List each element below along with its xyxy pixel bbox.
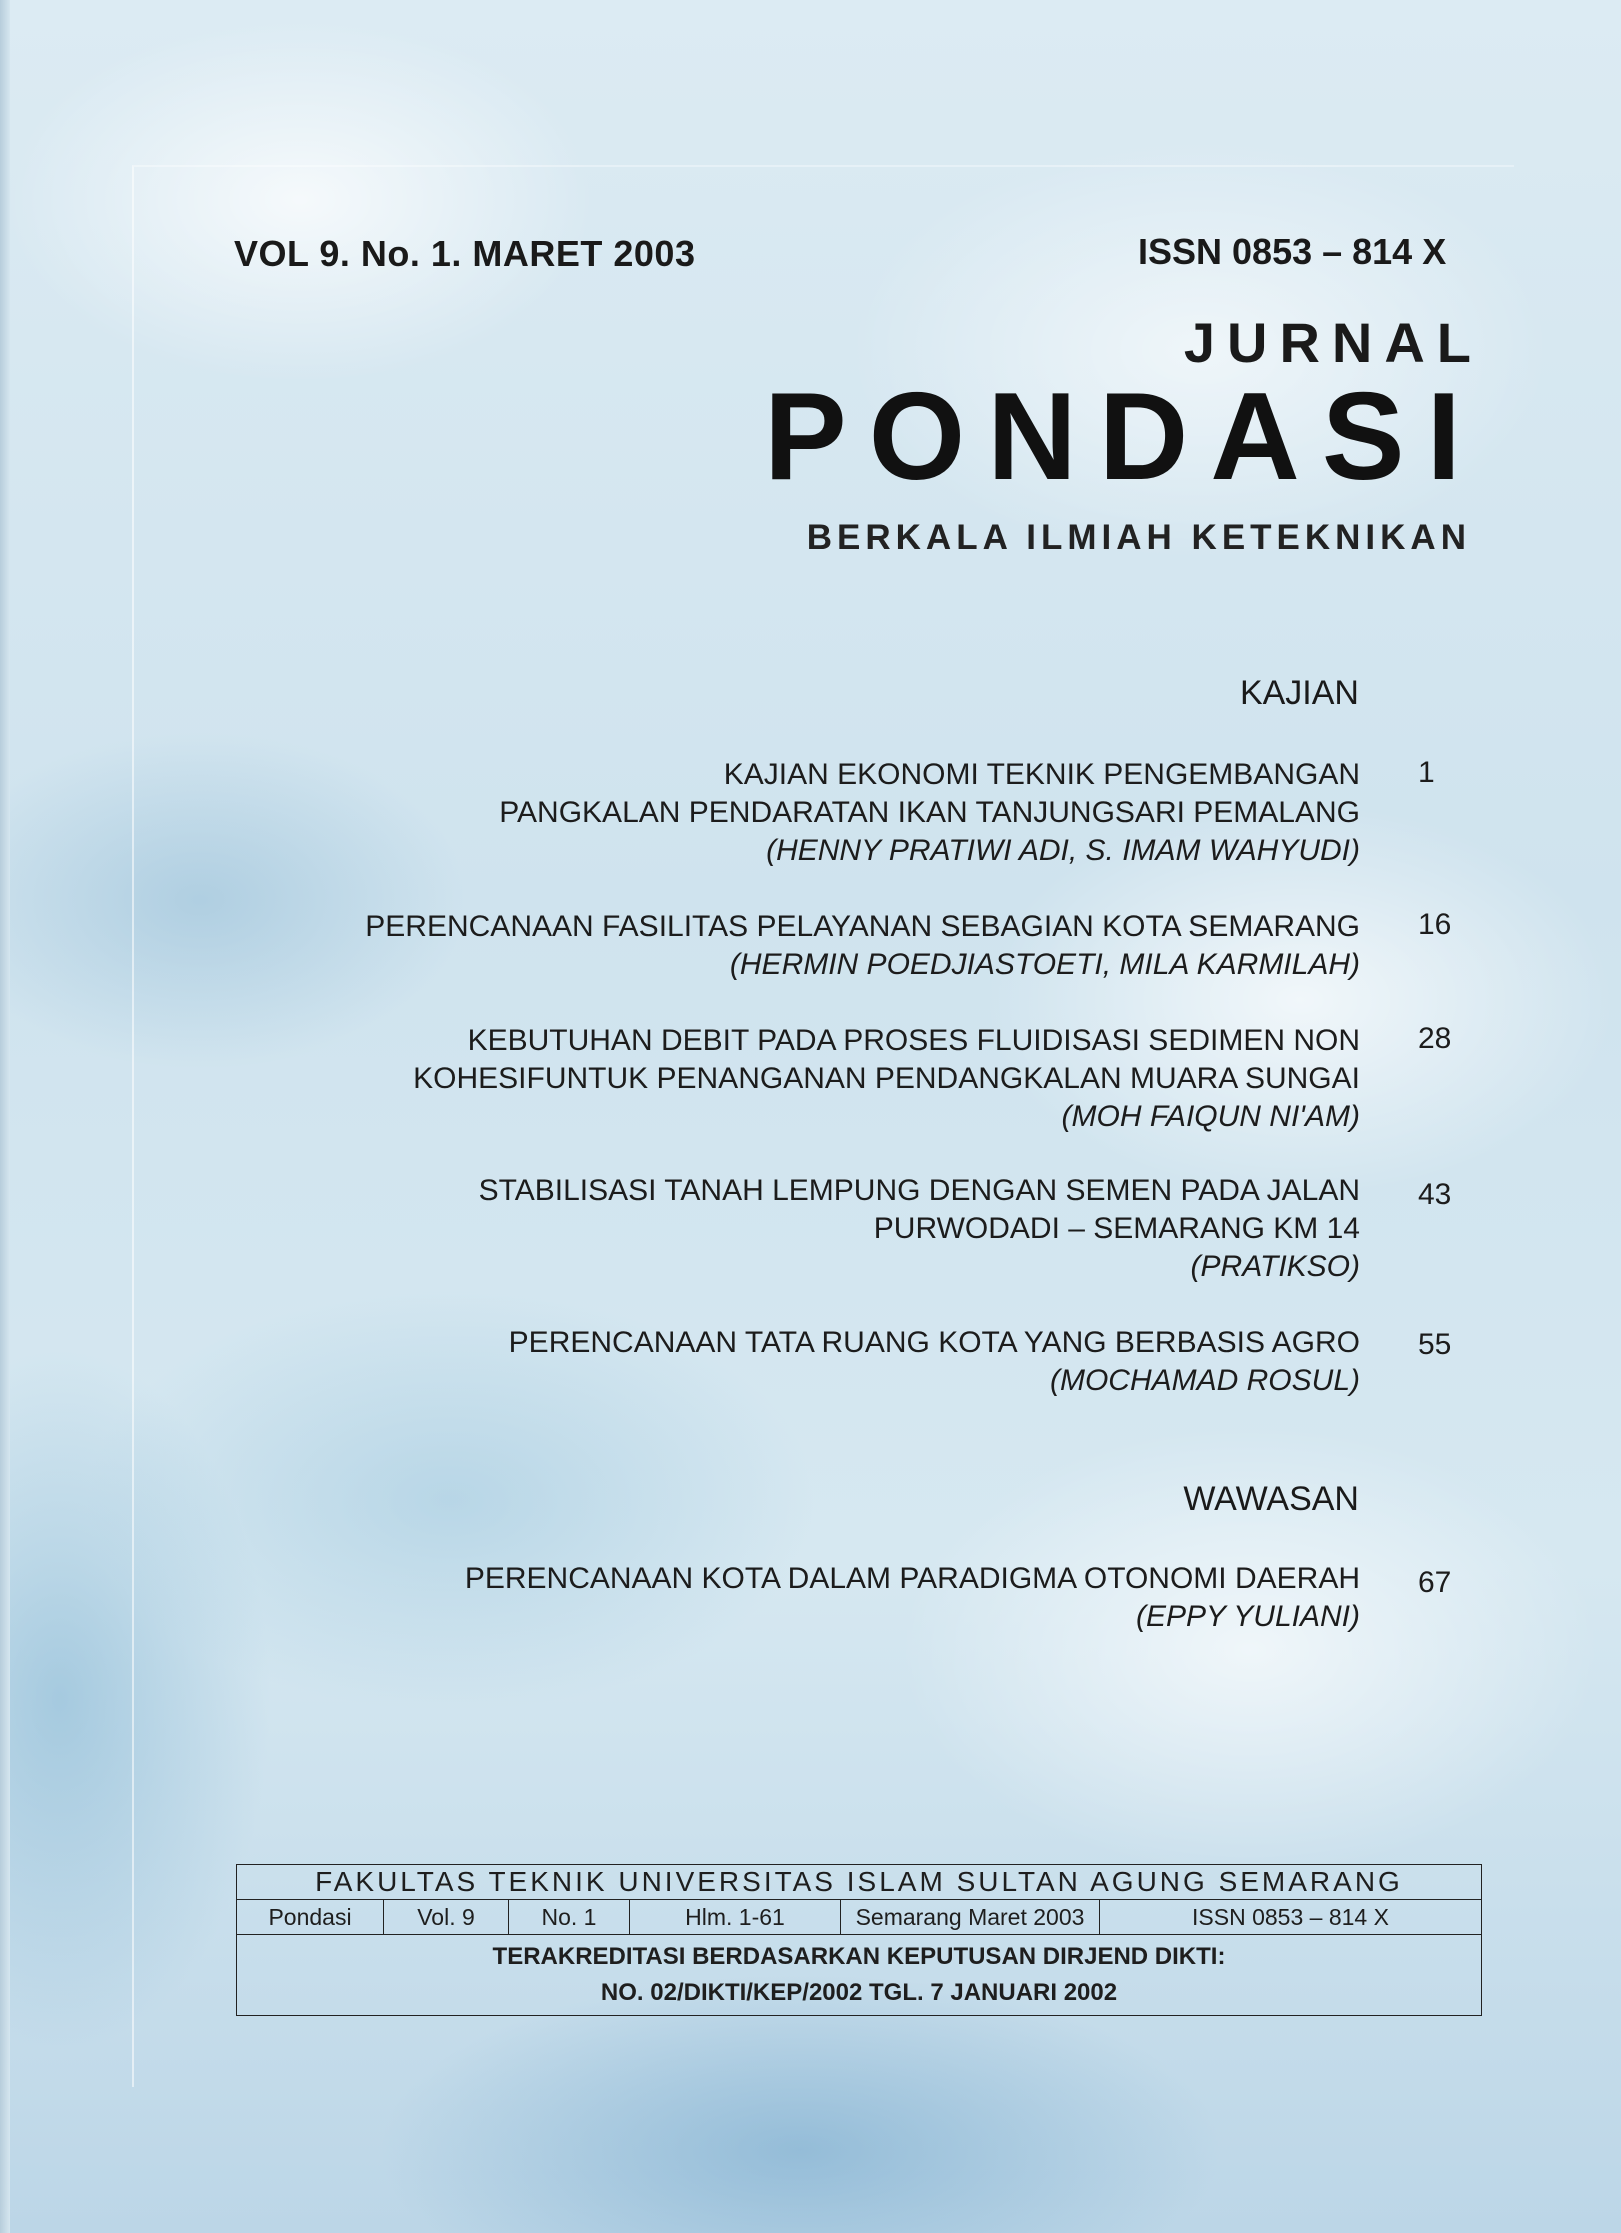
accreditation-note (237, 1935, 1482, 2016)
article-title-line: PERENCANAAN KOTA DALAM PARADIGMA OTONOMI DAERAH (464, 1562, 1360, 1595)
accreditation-line-2: NO. 02/DIKTI/KEP/2002 TGL. 7 JANUARI 2002 (600, 1979, 1118, 2006)
article-page-number: 43 (1418, 1178, 1452, 1211)
article-title-line: KAJIAN EKONOMI TEKNIK PENGEMBANGAN (723, 758, 1360, 791)
date-cell: Semarang Maret 2003 (841, 1900, 1100, 1935)
section-heading-wawasan: WAWASAN (1183, 1480, 1359, 1518)
article-title-line: STABILISASI TANAH LEMPUNG DENGAN SEMEN PADA JALAN (478, 1174, 1360, 1207)
section-heading-kajian: KAJIAN (1239, 674, 1359, 712)
article-authors: (HERMIN POEDJIASTOETI, MILA KARMILAH) (729, 948, 1360, 981)
issn-number: ISSN 0853 – 814 X (1138, 231, 1447, 272)
article-title-line: KEBUTUHAN DEBIT PADA PROSES FLUIDISASI SEDIMEN NON (467, 1024, 1360, 1057)
article-page-number: 1 (1418, 756, 1435, 789)
volume-info: VOL 9. No. 1. MARET 2003 (234, 233, 696, 274)
article-title-line: KOHESIFUNTUK PENANGANAN PENDANGKALAN MUARA SUNGAI (413, 1062, 1360, 1095)
article-authors: (HENNY PRATIWI ADI, S. IMAM WAHYUDI) (766, 834, 1360, 867)
issn-cell: ISSN 0853 – 814 X (1100, 1900, 1482, 1935)
article-authors: (MOH FAIQUN NI'AM) (1061, 1100, 1360, 1133)
pages-cell: Hlm. 1-61 (630, 1900, 841, 1935)
publication-info-table (236, 1864, 1482, 2016)
masthead-jurnal: JURNAL (1183, 311, 1483, 374)
article-title-line: PERENCANAAN FASILITAS PELAYANAN SEBAGIAN KOTA SEMARANG (365, 910, 1360, 943)
article-page-number: 67 (1418, 1566, 1452, 1599)
volume-cell: Vol. 9 (384, 1900, 509, 1935)
article-page-number: 55 (1418, 1328, 1452, 1361)
article-authors: (EPPY YULIANI) (1136, 1600, 1360, 1633)
article-title-line: PERENCANAAN TATA RUANG KOTA YANG BERBASIS AGRO (508, 1326, 1360, 1359)
page-edge (0, 0, 10, 2233)
article-page-number: 28 (1418, 1022, 1452, 1055)
article-title-line: PURWODADI – SEMARANG KM 14 (873, 1212, 1360, 1245)
masthead-subtitle: BERKALA ILMIAH KETEKNIKAN (806, 518, 1471, 557)
article-page-number: 16 (1418, 908, 1452, 941)
article-authors: (MOCHAMAD ROSUL) (1049, 1364, 1360, 1397)
institution-name: FAKULTAS TEKNIK UNIVERSITAS ISLAM SULTAN AGUNG SEMARANG (237, 1865, 1482, 1900)
article-title-line: PANGKALAN PENDARATAN IKAN TANJUNGSARI PEMALANG (499, 796, 1360, 829)
accreditation-line-1: TERAKREDITASI BERDASARKAN KEPUTUSAN DIRJEND DIKTI: (492, 1943, 1226, 1970)
masthead-title: PONDASI (764, 368, 1483, 506)
article-authors: (PRATIKSO) (1190, 1250, 1360, 1283)
journal-name-cell: Pondasi (237, 1900, 384, 1935)
number-cell: No. 1 (509, 1900, 630, 1935)
